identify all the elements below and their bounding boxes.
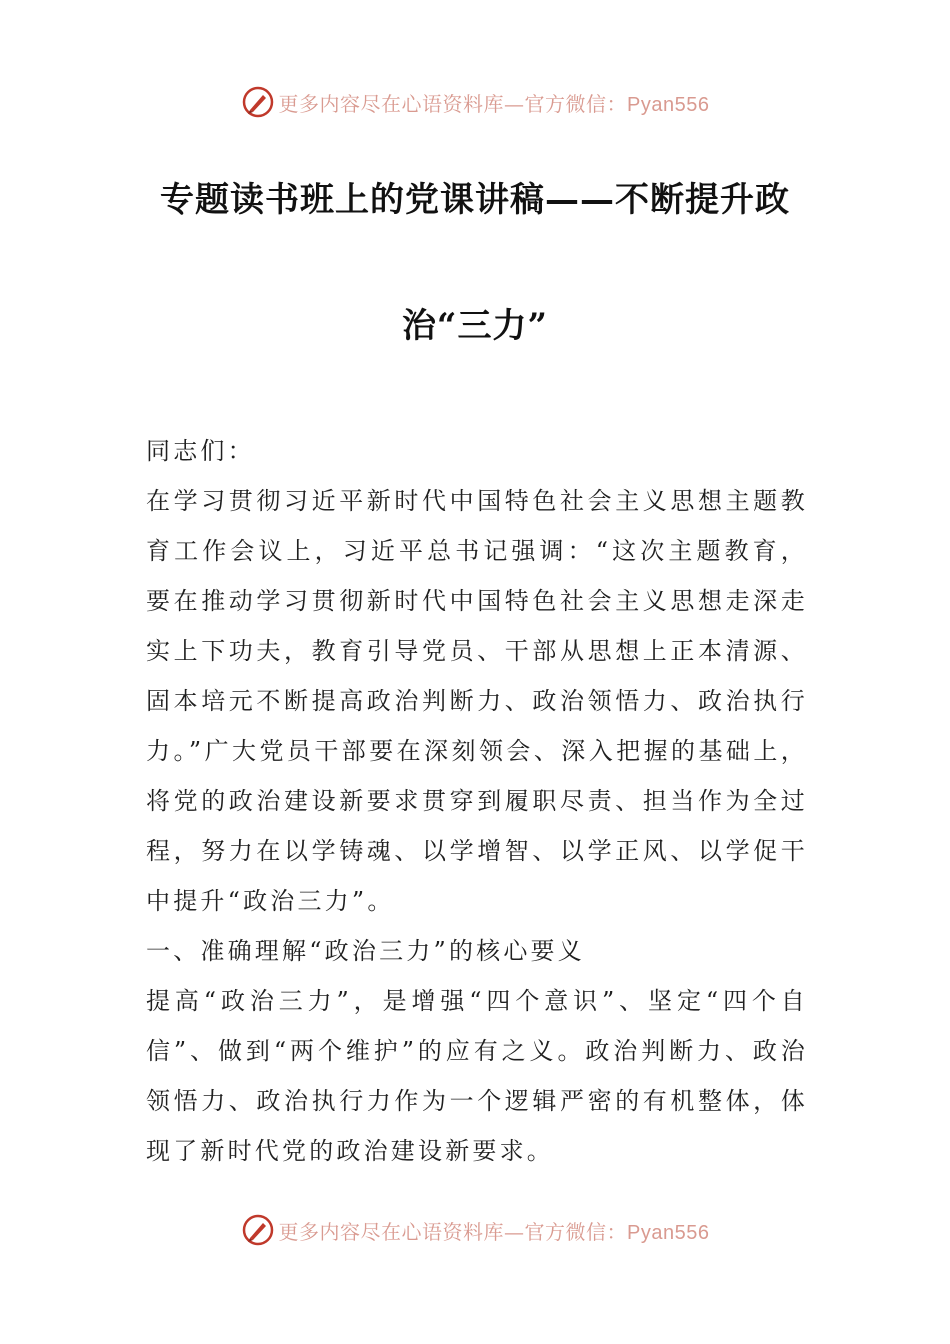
paragraph-1: 在学习贯彻习近平新时代中国特色社会主义思想主题教育工作会议上，习近平总书记强调：“这次主题教育，要在推动学习贯彻新时代中国特色社会主义思想走深走实上下功夫，教育引导党员、干部从思想上正本清源、固本培元不断提高政治判断力、政治领悟力、政治执行力。”广大党员干部要在深刻领会、深入把握的基础上，将党的政治建设新要求贯穿到履职尽责、担当作为全过程，努力在以学铸魂、以学增智、以学正风、以学促干中提升“政治三力”。: [146, 487, 808, 915]
document-title-line-2: 治“三力”: [401, 306, 549, 346]
document-body: [146, 426, 808, 1176]
header-watermark-banner: [0, 82, 950, 122]
paragraph-2: 提高“政治三力”，是增强“四个意识”、坚定“四个自信”、做到“两个维护”的应有之义。政治判断力、政治领悟力、政治执行力作为一个逻辑严密的有机整体，体现了新时代党的政治建设新要求。: [146, 987, 808, 1165]
salutation: 同志们：: [146, 437, 255, 465]
footer-watermark-banner: [0, 1210, 950, 1250]
pen-logo-icon: [241, 1213, 275, 1247]
banner-text: 更多内容尽在心语资料库—官方微信：Pyan556: [278, 91, 710, 116]
section-heading-1: 一、准确理解“政治三力”的核心要义: [146, 937, 585, 965]
pen-logo-icon: [241, 85, 275, 119]
document-title-line-1: 专题读书班上的党课讲稿——不断提升政: [160, 180, 790, 220]
banner-text: 更多内容尽在心语资料库—官方微信：Pyan556: [278, 1219, 710, 1244]
